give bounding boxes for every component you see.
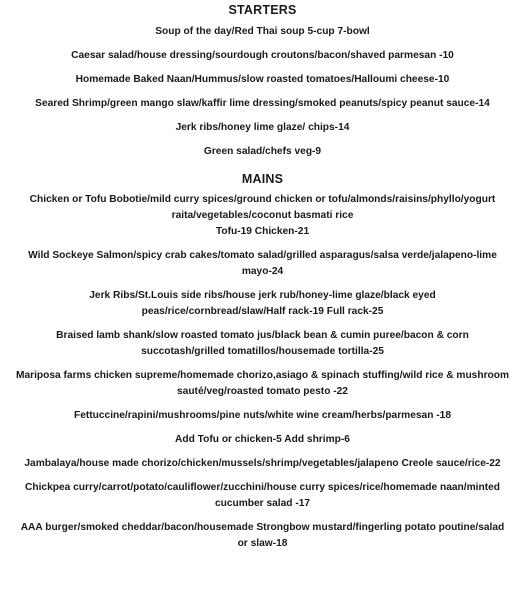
main-item-chicken-supreme — [6, 368, 519, 400]
main-item-line: Braised lamb shank/slow roasted tomato jus/black bean & cumin puree/bacon & corn — [56, 330, 469, 341]
main-item-line: raita/vegetables/coconut basmati rice — [171, 210, 354, 221]
main-item-line: peas/rice/cornbread/slaw/Half rack-19 Full rack-25 — [141, 306, 384, 317]
main-item-line: Chickpea curry/carrot/potato/cauliflower/zucchini/house curry spices/rice/homemade naan/minted — [25, 482, 500, 493]
main-item-burger — [6, 520, 519, 552]
main-item-jerk-ribs — [6, 288, 519, 320]
main-item-line: AAA burger/smoked cheddar/bacon/housemade Strongbow mustard/fingerling potato poutine/salad — [20, 522, 505, 533]
main-item-salmon — [6, 248, 519, 280]
main-item-chickpea-curry — [6, 480, 519, 512]
main-item-line: Jambalaya/house made chorizo/chicken/mussels/shrimp/vegetables/jalapeno Creole sauce/rice-22 — [24, 458, 501, 469]
main-item-jambalaya — [6, 456, 519, 472]
starter-item-soup: Soup of the day/Red Thai soup 5-cup 7-bowl — [155, 26, 370, 37]
main-item-line: Add Tofu or chicken-5 Add shrimp-6 — [175, 434, 350, 445]
main-item-line: sauté/veg/roasted tomato pesto -22 — [177, 386, 348, 397]
main-item-line: Wild Sockeye Salmon/spicy crab cakes/tomato salad/grilled asparagus/salsa verde/jalapeno-lime — [28, 250, 497, 261]
main-item-price-line: Tofu-19 Chicken-21 — [215, 226, 310, 237]
main-item-line: succotash/grilled tomatillos/housemade tortilla-25 — [141, 346, 384, 357]
starters-title: STARTERS — [228, 3, 297, 17]
main-item-line: or slaw-18 — [237, 538, 288, 549]
mains-title: MAINS — [241, 172, 284, 186]
main-item-line: Chicken or Tofu Bobotie/mild curry spices/ground chicken or tofu/almonds/raisins/phyllo/yogurt — [29, 194, 496, 205]
mains-section — [6, 172, 519, 552]
main-item-line: Fettuccine/rapini/mushrooms/pine nuts/white wine cream/herbs/parmesan -18 — [73, 410, 452, 421]
main-item-line: Jerk Ribs/St.Louis side ribs/house jerk rub/honey-lime glaze/black eyed — [89, 290, 436, 301]
starter-item-green-salad: Green salad/chefs veg-9 — [203, 146, 322, 157]
main-item-line: mayo-24 — [241, 266, 284, 277]
main-item-line: cucumber salad -17 — [214, 498, 311, 509]
main-item-fettuccine — [6, 408, 519, 424]
main-item-bobotie — [6, 192, 519, 240]
starters-section — [6, 3, 519, 160]
starter-item-shrimp: Seared Shrimp/green mango slaw/kaffir lime dressing/smoked peanuts/spicy peanut sauce-14 — [35, 98, 490, 109]
main-item-lamb-shank — [6, 328, 519, 360]
main-item-add-ons — [6, 432, 519, 448]
starter-item-jerk-ribs: Jerk ribs/honey lime glaze/ chips-14 — [175, 122, 350, 133]
starter-item-naan: Homemade Baked Naan/Hummus/slow roasted tomatoes/Halloumi cheese-10 — [75, 74, 450, 85]
main-item-line: Mariposa farms chicken supreme/homemade chorizo,asiago & spinach stuffing/wild rice & mushroom — [15, 370, 510, 381]
starter-item-caesar: Caesar salad/house dressing/sourdough croutons/bacon/shaved parmesan -10 — [71, 50, 454, 61]
